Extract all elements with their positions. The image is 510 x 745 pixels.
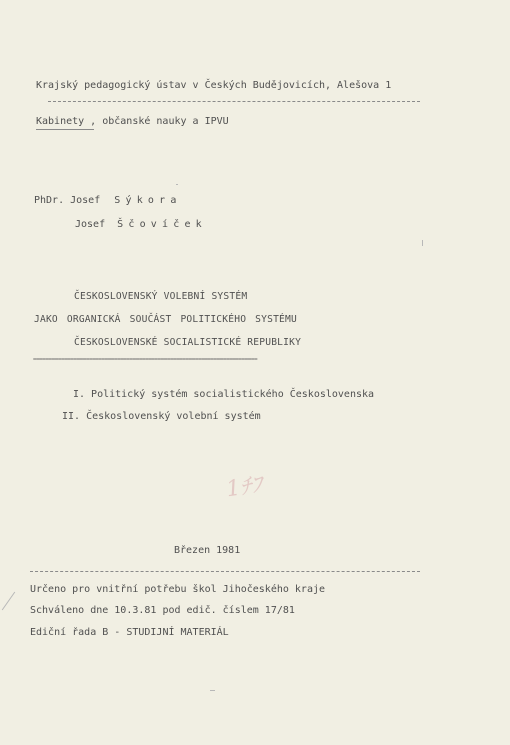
date-underline bbox=[30, 571, 420, 572]
faint-stamp: 1ﾁﾌ bbox=[224, 472, 264, 503]
footer-line-1: Určeno pro vnitřní potřebu škol Jihočeského kraje bbox=[30, 584, 326, 595]
title-line-1: ČESKOSLOVENSKÝ VOLEBNÍ SYSTÉM bbox=[74, 291, 248, 302]
scan-mark-top bbox=[176, 184, 178, 185]
scan-mark-bottom bbox=[210, 690, 215, 691]
scan-mark-left bbox=[2, 592, 15, 611]
author-1-prefix: PhDr. Josef bbox=[34, 195, 101, 206]
author-2 bbox=[75, 219, 207, 231]
footer-line-2: Schváleno dne 10.3.81 pod edič. číslem 17/81 bbox=[30, 605, 295, 616]
author-1-surname: Sýkora bbox=[114, 195, 182, 206]
cabinet-line: Kabinety , občanské nauky a IPVU bbox=[36, 116, 229, 127]
author-1 bbox=[34, 195, 182, 207]
institute-line: Krajský pedagogický ústav v Českých Budějovicích, Alešova 1 bbox=[36, 80, 392, 91]
title-line-2: JAKO ORGANICKÁ SOUČÁST POLITICKÉHO SYSTÉMU bbox=[34, 314, 297, 325]
author-2-prefix: Josef bbox=[75, 219, 106, 230]
contents-item-2: II. Československý volební systém bbox=[62, 411, 261, 422]
title-line-3: ČESKOSLOVENSKÉ SOCIALISTICKÉ REPUBLIKY bbox=[74, 337, 302, 348]
separator-line: ======================================================================== bbox=[33, 357, 258, 363]
scan-mark-right bbox=[422, 240, 423, 246]
footer-line-3: Ediční řada B - STUDIJNÍ MATERIÁL bbox=[30, 627, 229, 638]
contents-item-1: I. Politický systém socialistického Československa bbox=[73, 389, 375, 400]
cabinet-underline bbox=[36, 129, 94, 130]
date-line: Březen 1981 bbox=[174, 545, 241, 556]
author-2-surname: Ščovíček bbox=[117, 219, 207, 230]
header-underline bbox=[48, 101, 420, 102]
